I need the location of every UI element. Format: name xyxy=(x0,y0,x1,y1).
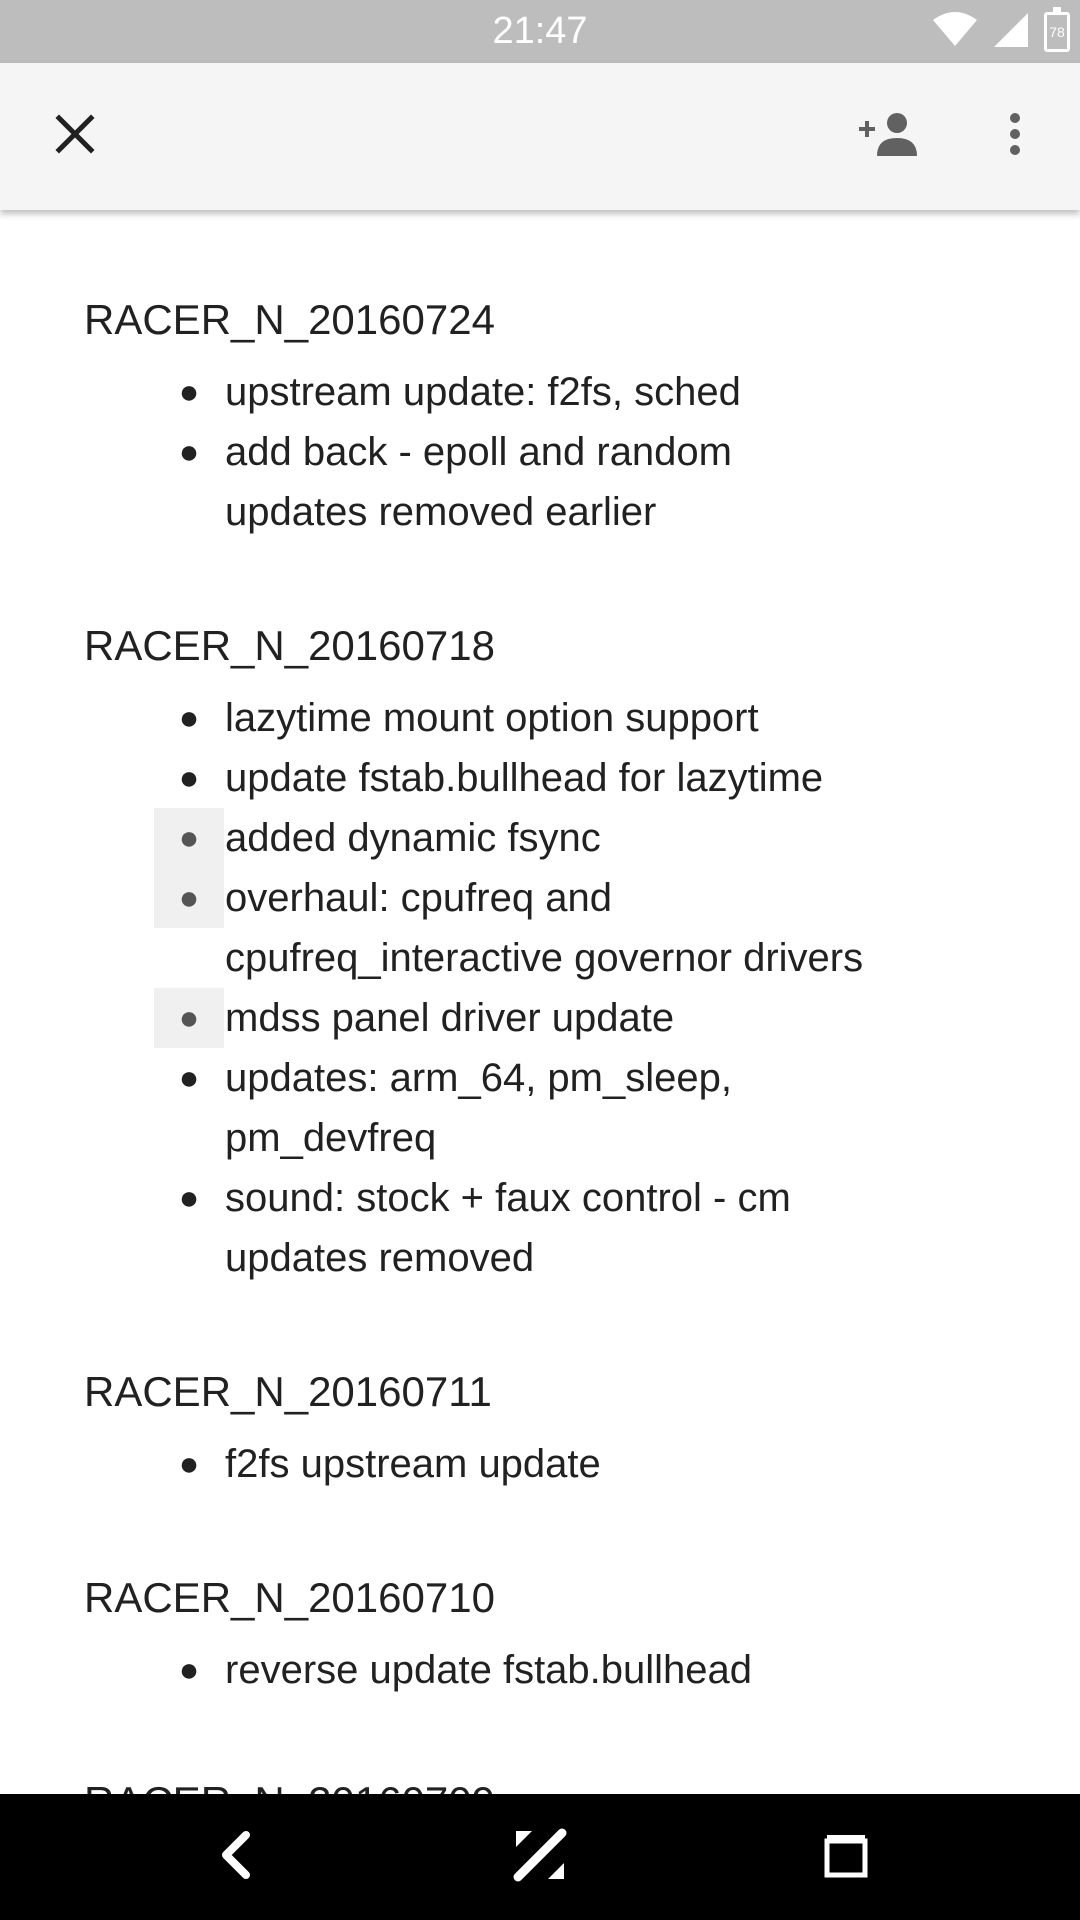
bullet: ● xyxy=(178,699,200,737)
list-item xyxy=(84,808,884,868)
changelog-section xyxy=(84,1568,984,1700)
battery-icon xyxy=(1044,12,1070,52)
list-item-text: f2fs upstream update xyxy=(225,1442,601,1486)
wifi-icon xyxy=(932,12,978,53)
list-item xyxy=(84,422,884,542)
top-toolbar xyxy=(0,63,1080,210)
list-item xyxy=(84,988,884,1048)
list-item xyxy=(84,1168,884,1288)
list-item xyxy=(84,362,884,422)
list-item xyxy=(84,1048,884,1168)
list-item-text: updates: arm_64, pm_sleep, pm_devfreq xyxy=(225,1056,732,1160)
list-item-text: upstream update: f2fs, sched xyxy=(225,370,741,414)
status-icons xyxy=(932,10,1070,54)
changelog-section xyxy=(84,616,984,1288)
section-list xyxy=(84,688,984,1288)
bullet: ● xyxy=(178,433,200,471)
list-item xyxy=(84,1434,884,1494)
list-item-text: add back - epoll and random updates removed earlier xyxy=(225,430,732,534)
bullet: ● xyxy=(178,1179,200,1217)
recents-button[interactable] xyxy=(786,1794,906,1920)
bullet: ● xyxy=(178,373,200,411)
more-vert-icon xyxy=(1009,112,1021,161)
add-person-icon xyxy=(859,112,921,161)
bullet: ● xyxy=(178,1651,200,1689)
section-title: RACER_N_20160718 xyxy=(84,622,495,669)
add-person-button[interactable] xyxy=(855,63,925,210)
changelog-section xyxy=(84,290,984,542)
list-item xyxy=(84,868,884,988)
bullet: ● xyxy=(154,808,224,868)
close-icon xyxy=(55,114,95,159)
recents-icon xyxy=(823,1831,869,1884)
list-item xyxy=(84,748,884,808)
list-item-text: lazytime mount option support xyxy=(225,696,759,740)
section-title: RACER_N_20160724 xyxy=(84,296,495,343)
list-item xyxy=(84,1640,884,1700)
list-item-text: reverse update fstab.bullhead xyxy=(225,1648,753,1692)
list-item xyxy=(84,688,884,748)
bullet: ● xyxy=(154,988,224,1048)
battery-level: 78 xyxy=(1049,24,1065,40)
list-item-text: overhaul: cpufreq and cpufreq_interactive governor drivers xyxy=(225,876,864,980)
changelog-section xyxy=(84,1362,984,1494)
list-item-text: mdss panel driver update xyxy=(225,996,675,1040)
section-list xyxy=(84,1434,984,1494)
section-title: RACER_N_20160710 xyxy=(84,1574,495,1621)
back-button[interactable] xyxy=(176,1794,296,1920)
back-icon xyxy=(216,1831,256,1884)
section-title: RACER_N_20160711 xyxy=(84,1368,492,1415)
status-bar xyxy=(0,0,1080,63)
list-item-text: added dynamic fsync xyxy=(225,816,601,860)
section-list xyxy=(84,362,984,542)
cell-signal-icon xyxy=(992,11,1030,54)
home-button[interactable] xyxy=(480,1794,600,1920)
bullet: ● xyxy=(154,868,224,928)
list-item-text: sound: stock + faux control - cm updates removed xyxy=(225,1176,791,1280)
bullet: ● xyxy=(178,1059,200,1097)
bullet: ● xyxy=(178,1445,200,1483)
more-options-button[interactable] xyxy=(990,63,1040,210)
close-button[interactable] xyxy=(40,63,110,210)
home-icon xyxy=(512,1827,568,1888)
document-content[interactable] xyxy=(0,210,1080,1794)
list-item-text: update fstab.bullhead for lazytime xyxy=(225,756,824,800)
section-list xyxy=(84,1640,984,1700)
status-time: 21:47 xyxy=(492,10,588,52)
bullet: ● xyxy=(178,759,200,797)
system-nav-bar xyxy=(0,1794,1080,1920)
